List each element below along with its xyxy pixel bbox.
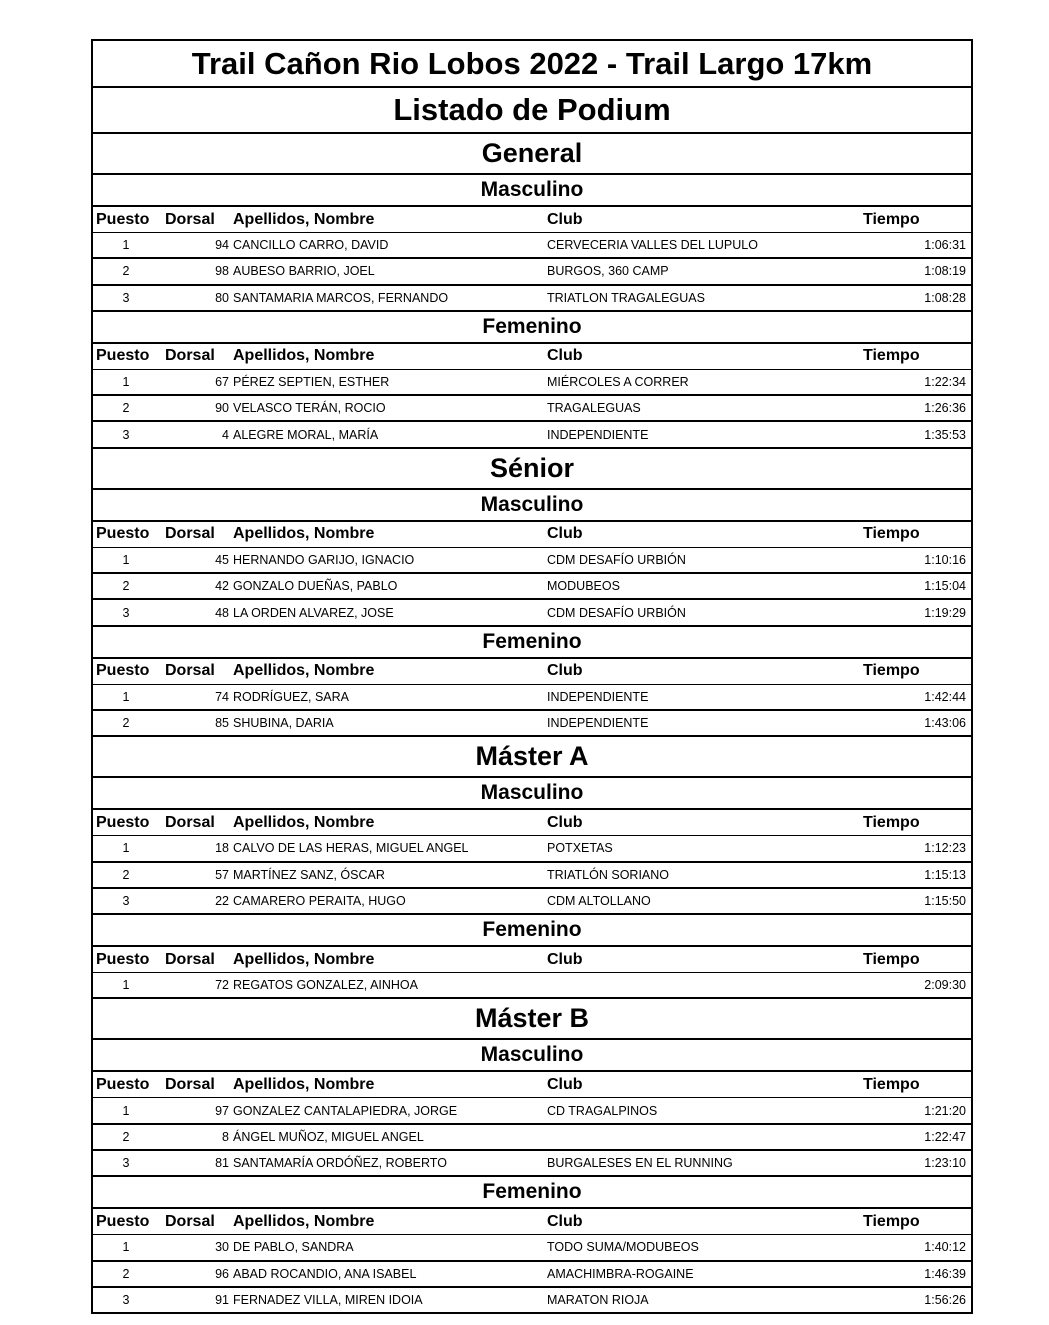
cell-tiempo: 1:35:53	[924, 427, 966, 442]
cell-tiempo: 1:15:50	[924, 894, 966, 908]
table-row	[93, 286, 971, 312]
cell-club: AMACHIMBRA-ROGAINE	[547, 1266, 694, 1281]
header-club: Club	[547, 662, 583, 680]
cell-nombre: ÁNGEL MUÑOZ, MIGUEL ANGEL	[233, 1129, 424, 1144]
cell-puesto: 2	[122, 401, 130, 416]
cell-dorsal: 57	[215, 867, 229, 882]
table-row	[93, 836, 971, 862]
podium-content	[93, 134, 971, 1314]
header-puesto: Puesto	[96, 525, 150, 543]
header-club: Club	[547, 1075, 583, 1093]
cell-puesto: 2	[122, 264, 130, 279]
cell-puesto: 1	[122, 978, 130, 993]
cell-puesto: 3	[122, 427, 130, 442]
cell-nombre: FERNADEZ VILLA, MIREN IDOIA	[233, 1293, 423, 1308]
header-nombre: Apellidos, Nombre	[233, 347, 375, 365]
header-club: Club	[547, 210, 583, 228]
header-nombre: Apellidos, Nombre	[233, 1212, 375, 1230]
cell-puesto: 2	[122, 1129, 130, 1144]
header-club: Club	[547, 1212, 583, 1230]
cell-nombre: ALEGRE MORAL, MARÍA	[233, 427, 379, 442]
cell-club: BURGOS, 360 CAMP	[547, 264, 669, 279]
cell-tiempo: 1:43:06	[924, 716, 966, 731]
header-tiempo: Tiempo	[863, 1075, 920, 1093]
cell-dorsal: 91	[215, 1293, 229, 1308]
gender-group	[93, 778, 971, 915]
table-header-row	[93, 207, 971, 233]
cell-tiempo: 1:08:28	[924, 290, 966, 305]
cell-tiempo: 1:23:10	[924, 1156, 966, 1171]
cell-tiempo: 1:22:34	[924, 375, 966, 390]
cell-nombre: MARTÍNEZ SANZ, ÓSCAR	[233, 867, 385, 882]
table-header-row	[93, 344, 971, 370]
header-dorsal: Dorsal	[165, 210, 215, 228]
cell-dorsal: 22	[215, 894, 229, 908]
gender-title: Femenino	[93, 627, 971, 659]
cell-puesto: 2	[122, 1266, 130, 1281]
cell-tiempo: 1:26:36	[924, 401, 966, 416]
cell-dorsal: 97	[215, 1103, 229, 1118]
cell-tiempo: 1:15:04	[924, 579, 966, 594]
gender-group	[93, 175, 971, 312]
cell-tiempo: 1:22:47	[924, 1129, 966, 1144]
header-tiempo: Tiempo	[863, 813, 920, 831]
table-row	[93, 1125, 971, 1151]
cell-puesto: 1	[122, 841, 130, 856]
cell-club: MODUBEOS	[547, 579, 620, 594]
cell-dorsal: 42	[215, 579, 229, 594]
category-section	[93, 449, 971, 737]
cell-dorsal: 85	[215, 716, 229, 731]
table-header-row	[93, 1072, 971, 1098]
header-tiempo: Tiempo	[863, 210, 920, 228]
cell-club: CERVECERIA VALLES DEL LUPULO	[547, 238, 758, 253]
table-row	[93, 259, 971, 285]
category-section	[93, 737, 971, 999]
category-section	[93, 134, 971, 449]
header-tiempo: Tiempo	[863, 1212, 920, 1230]
cell-club: CD TRAGALPINOS	[547, 1103, 658, 1118]
gender-group	[93, 1040, 971, 1177]
cell-nombre: SANTAMARÍA ORDÓÑEZ, ROBERTO	[233, 1156, 447, 1171]
cell-tiempo: 2:09:30	[924, 978, 966, 993]
category-title: Máster B	[93, 999, 971, 1040]
cell-tiempo: 1:40:12	[924, 1240, 966, 1255]
header-puesto: Puesto	[96, 813, 150, 831]
table-row	[93, 422, 971, 448]
cell-nombre: CAMARERO PERAITA, HUGO	[233, 894, 406, 908]
table-row	[93, 889, 971, 915]
cell-club: INDEPENDIENTE	[547, 689, 649, 704]
cell-puesto: 3	[122, 290, 130, 305]
cell-club: INDEPENDIENTE	[547, 427, 649, 442]
cell-tiempo: 1:42:44	[924, 689, 966, 704]
category-title: Sénior	[93, 449, 971, 490]
cell-nombre: VELASCO TERÁN, ROCIO	[233, 401, 386, 416]
category-title: General	[93, 134, 971, 175]
gender-title: Masculino	[93, 778, 971, 810]
cell-club	[547, 1125, 847, 1149]
cell-puesto: 2	[122, 716, 130, 731]
cell-club: BURGALESES EN EL RUNNING	[547, 1156, 733, 1171]
header-nombre: Apellidos, Nombre	[233, 1075, 375, 1093]
gender-title: Femenino	[93, 312, 971, 344]
gender-title: Masculino	[93, 175, 971, 207]
cell-dorsal: 30	[215, 1240, 229, 1255]
table-row	[93, 370, 971, 396]
cell-dorsal: 96	[215, 1266, 229, 1281]
header-dorsal: Dorsal	[165, 662, 215, 680]
cell-tiempo: 1:19:29	[924, 605, 966, 620]
cell-nombre: SHUBINA, DARIA	[233, 716, 334, 731]
header-puesto: Puesto	[96, 950, 150, 968]
gender-title: Masculino	[93, 490, 971, 522]
header-puesto: Puesto	[96, 1212, 150, 1230]
cell-nombre: LA ORDEN ALVAREZ, JOSE	[233, 605, 394, 620]
cell-puesto: 1	[122, 1103, 130, 1118]
table-row	[93, 973, 971, 999]
table-row	[93, 574, 971, 600]
cell-tiempo: 1:08:19	[924, 264, 966, 279]
cell-nombre: RODRÍGUEZ, SARA	[233, 689, 349, 704]
cell-puesto: 2	[122, 579, 130, 594]
category-title: Máster A	[93, 737, 971, 778]
header-nombre: Apellidos, Nombre	[233, 950, 375, 968]
cell-tiempo: 1:12:23	[924, 841, 966, 856]
cell-tiempo: 1:10:16	[924, 552, 966, 567]
cell-puesto: 1	[122, 689, 130, 704]
table-row	[93, 548, 971, 574]
table-row	[93, 1235, 971, 1261]
cell-nombre: GONZALEZ CANTALAPIEDRA, JORGE	[233, 1103, 458, 1118]
gender-group	[93, 915, 971, 999]
header-dorsal: Dorsal	[165, 950, 215, 968]
cell-dorsal: 98	[215, 264, 229, 279]
table-row	[93, 863, 971, 889]
cell-dorsal: 81	[215, 1156, 229, 1171]
cell-tiempo: 1:56:26	[924, 1293, 966, 1308]
cell-puesto: 3	[122, 605, 130, 620]
table-row	[93, 685, 971, 711]
cell-puesto: 3	[122, 894, 130, 908]
cell-nombre: REGATOS GONZALEZ, AINHOA	[233, 978, 418, 993]
cell-tiempo: 1:06:31	[924, 238, 966, 253]
podium-sheet	[91, 39, 973, 1314]
cell-dorsal: 8	[222, 1129, 229, 1144]
table-header-row	[93, 522, 971, 548]
table-row	[93, 1151, 971, 1177]
cell-dorsal: 18	[215, 841, 229, 856]
cell-dorsal: 74	[215, 689, 229, 704]
gender-group	[93, 490, 971, 627]
cell-dorsal: 67	[215, 375, 229, 390]
header-club: Club	[547, 813, 583, 831]
header-dorsal: Dorsal	[165, 813, 215, 831]
cell-tiempo: 1:21:20	[924, 1103, 966, 1118]
cell-club: CDM ALTOLLANO	[547, 894, 651, 908]
cell-club: CDM DESAFÍO URBIÓN	[547, 552, 686, 567]
document-subtitle: Listado de Podium	[93, 88, 971, 134]
cell-club: CDM DESAFÍO URBIÓN	[547, 605, 686, 620]
header-dorsal: Dorsal	[165, 525, 215, 543]
table-header-row	[93, 659, 971, 685]
cell-nombre: HERNANDO GARIJO, IGNACIO	[233, 552, 415, 567]
cell-puesto: 2	[122, 867, 130, 882]
cell-nombre: SANTAMARIA MARCOS, FERNANDO	[233, 290, 449, 305]
header-puesto: Puesto	[96, 347, 150, 365]
cell-club: MIÉRCOLES A CORRER	[547, 375, 689, 390]
header-nombre: Apellidos, Nombre	[233, 210, 375, 228]
cell-dorsal: 45	[215, 552, 229, 567]
category-section	[93, 999, 971, 1314]
header-club: Club	[547, 347, 583, 365]
cell-nombre: CANCILLO CARRO, DAVID	[233, 238, 389, 253]
table-header-row	[93, 810, 971, 836]
header-nombre: Apellidos, Nombre	[233, 525, 375, 543]
cell-dorsal: 4	[222, 427, 229, 442]
document-title: Trail Cañon Rio Lobos 2022 - Trail Largo 17km	[93, 41, 971, 88]
table-row	[93, 396, 971, 422]
cell-dorsal: 94	[215, 238, 229, 253]
gender-group	[93, 627, 971, 738]
table-row	[93, 1288, 971, 1314]
cell-nombre: AUBESO BARRIO, JOEL	[233, 264, 375, 279]
table-header-row	[93, 947, 971, 973]
table-row	[93, 233, 971, 259]
cell-puesto: 1	[122, 552, 130, 567]
cell-puesto: 1	[122, 238, 130, 253]
cell-club: INDEPENDIENTE	[547, 716, 649, 731]
gender-group	[93, 312, 971, 449]
header-nombre: Apellidos, Nombre	[233, 662, 375, 680]
cell-dorsal: 90	[215, 401, 229, 416]
header-tiempo: Tiempo	[863, 525, 920, 543]
table-row	[93, 711, 971, 737]
cell-club: TRAGALEGUAS	[547, 401, 641, 416]
header-club: Club	[547, 950, 583, 968]
cell-tiempo: 1:46:39	[924, 1266, 966, 1281]
cell-club: TRIATLÓN SORIANO	[547, 867, 670, 882]
cell-nombre: PÉREZ SEPTIEN, ESTHER	[233, 375, 390, 390]
cell-puesto: 3	[122, 1293, 130, 1308]
header-dorsal: Dorsal	[165, 1075, 215, 1093]
cell-puesto: 3	[122, 1156, 130, 1171]
header-tiempo: Tiempo	[863, 662, 920, 680]
table-row	[93, 600, 971, 626]
header-puesto: Puesto	[96, 662, 150, 680]
header-nombre: Apellidos, Nombre	[233, 813, 375, 831]
gender-title: Femenino	[93, 1177, 971, 1209]
header-puesto: Puesto	[96, 210, 150, 228]
cell-club: TRIATLON TRAGALEGUAS	[547, 290, 705, 305]
header-dorsal: Dorsal	[165, 1212, 215, 1230]
header-puesto: Puesto	[96, 1075, 150, 1093]
cell-puesto: 1	[122, 375, 130, 390]
cell-nombre: ABAD ROCANDIO, ANA ISABEL	[233, 1266, 417, 1281]
gender-title: Femenino	[93, 915, 971, 947]
gender-title: Masculino	[93, 1040, 971, 1072]
header-club: Club	[547, 525, 583, 543]
cell-club: TODO SUMA/MODUBEOS	[547, 1240, 699, 1255]
cell-club	[547, 973, 847, 997]
table-row	[93, 1262, 971, 1288]
header-tiempo: Tiempo	[863, 950, 920, 968]
cell-tiempo: 1:15:13	[924, 867, 966, 882]
table-header-row	[93, 1209, 971, 1235]
cell-nombre: DE PABLO, SANDRA	[233, 1240, 354, 1255]
cell-nombre: GONZALO DUEÑAS, PABLO	[233, 579, 398, 594]
cell-club: POTXETAS	[547, 841, 613, 856]
header-tiempo: Tiempo	[863, 347, 920, 365]
table-row	[93, 1098, 971, 1124]
cell-dorsal: 48	[215, 605, 229, 620]
cell-puesto: 1	[122, 1240, 130, 1255]
gender-group	[93, 1177, 971, 1314]
cell-dorsal: 72	[215, 978, 229, 993]
header-dorsal: Dorsal	[165, 347, 215, 365]
cell-nombre: CALVO DE LAS HERAS, MIGUEL ANGEL	[233, 841, 469, 856]
cell-club: MARATON RIOJA	[547, 1293, 649, 1308]
cell-dorsal: 80	[215, 290, 229, 305]
